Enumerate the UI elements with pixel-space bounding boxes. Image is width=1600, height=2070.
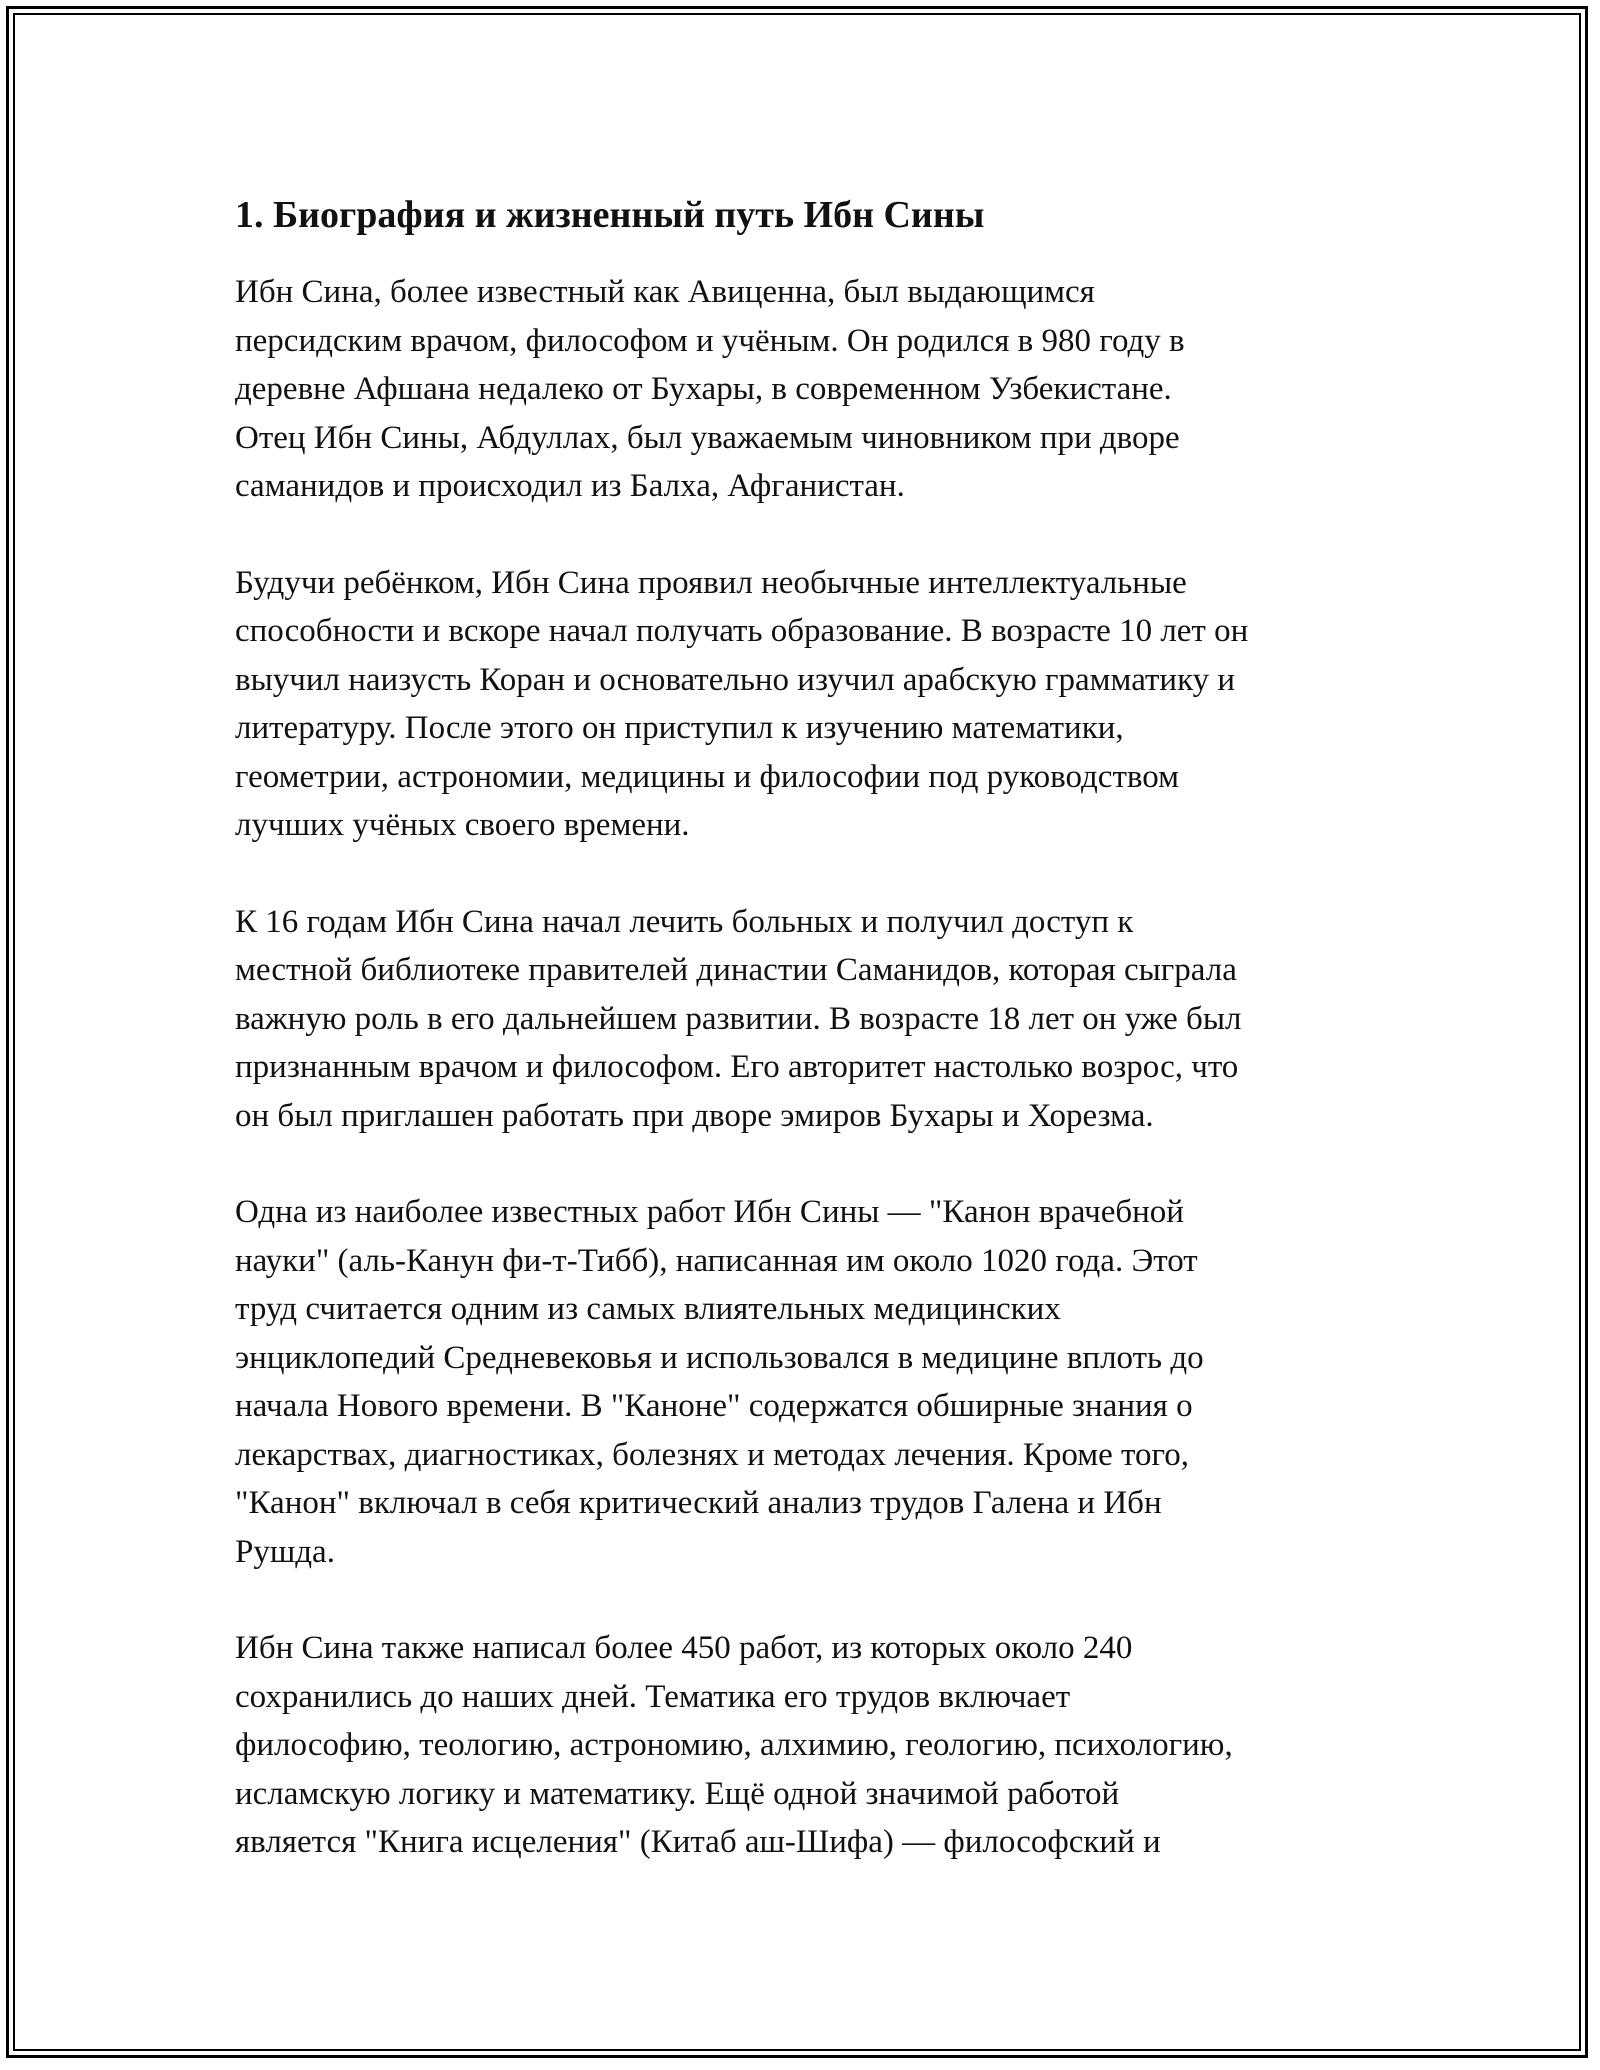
paragraph-education: Будучи ребёнком, Ибн Сина проявил необычные интеллектуальные способности и вскоре начал получать образование. В возрасте 10 лет он выучил наизусть Коран и основательно изучил арабскую грамматику и литературу. После этого он приступил к изучению математики, геометрии, астрономии, медицины и философии под руководством лучших учёных своего времени.	[235, 564, 1249, 843]
paragraph-canon: Одна из наиболее известных работ Ибн Сины — "Канон врачебной науки" (аль-Канун фи-т-Тибб), написанная им около 1020 года. Этот труд считается одним из самых влиятельных медицинских энциклопедий Средневековья и использовался в медицине вплоть до начала Нового времени. В "Каноне" содержатся обширные знания о лекарствах, диагностиках, болезнях и методах лечения. Кроме того, "Канон" включал в себя критический анализ трудов Галена и Ибн Рушда.	[235, 1194, 1204, 1570]
paragraph-career-start: К 16 годам Ибн Сина начал лечить больных и получил доступ к местной библиотеке правителей династии Саманидов, которая сыграла важную роль в его дальнейшем развитии. В возрасте 18 лет он уже был признанным врачом и философом. Его авторитет настолько возрос, что он был приглашен работать при дворе эмиров Бухары и Хорезма.	[235, 903, 1242, 1134]
document-body	[235, 190, 1375, 1915]
paragraph-works: Ибн Сина также написал более 450 работ, из которых около 240 сохранились до наших дней. Тематика его трудов включает философию, теологию, астрономию, алхимию, геологию, психологию, исламскую логику и математику. Ещё одной значимой работой является "Книга исцеления" (Китаб аш-Шифа) — философский и	[235, 1630, 1233, 1860]
section-heading: 1. Биография и жизненный путь Ибн Сины	[235, 194, 985, 236]
paragraph-early-life: Ибн Сина, более известный как Авиценна, был выдающимся персидским врачом, философом и учёным. Он родился в 980 году в деревне Афшана недалеко от Бухары, в современном Узбекистане. Отец Ибн Сины, Абдуллах, был уважаемым чиновником при дворе саманидов и происходил из Балха, Афганистан.	[235, 274, 1185, 504]
